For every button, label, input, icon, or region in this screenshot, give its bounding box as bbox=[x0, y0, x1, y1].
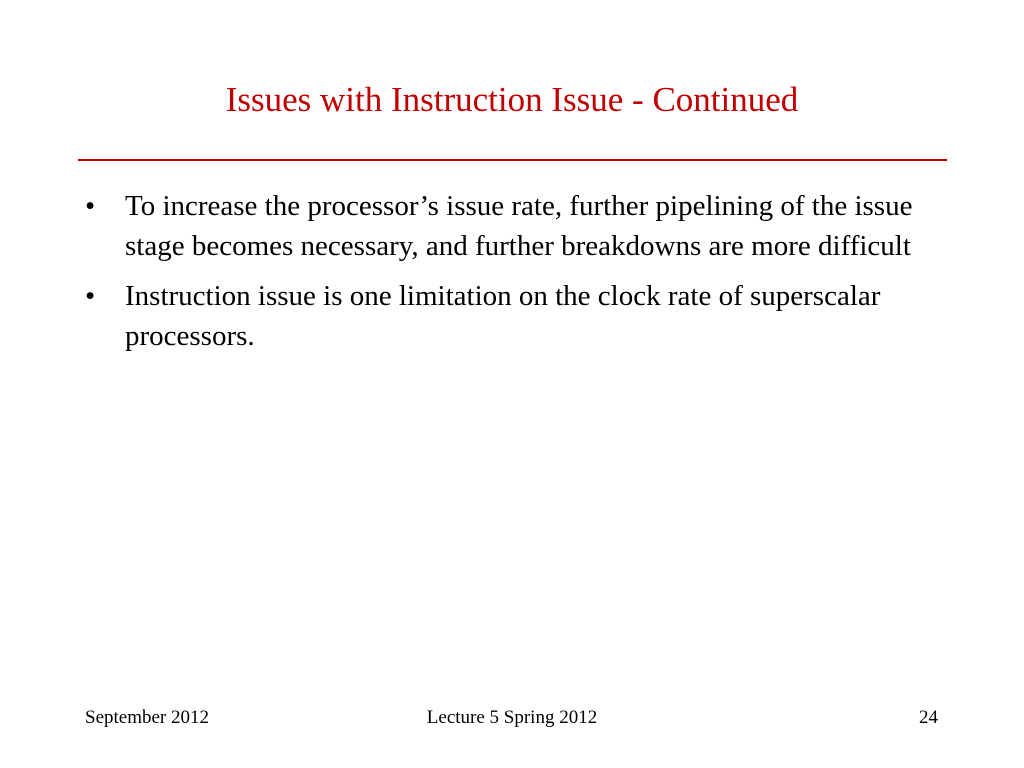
bullet-marker: • bbox=[85, 280, 96, 312]
bullet-text: Instruction issue is one limitation on the clock rate of superscalar processors. bbox=[125, 280, 881, 352]
bullet-item bbox=[85, 186, 955, 266]
footer-page-number: 24 bbox=[919, 707, 938, 728]
bullet-list bbox=[85, 186, 955, 366]
footer-lecture: Lecture 5 Spring 2012 bbox=[426, 707, 598, 728]
bullet-item bbox=[85, 276, 955, 356]
title-divider bbox=[78, 159, 947, 161]
bullet-text: To increase the processor’s issue rate, further pipelining of the issue stage becomes necessary, and further breakdowns are more difficult bbox=[125, 190, 913, 262]
footer-date: September 2012 bbox=[85, 707, 210, 728]
slide-title: Issues with Instruction Issue - Continued bbox=[225, 80, 799, 119]
bullet-marker: • bbox=[85, 190, 96, 222]
